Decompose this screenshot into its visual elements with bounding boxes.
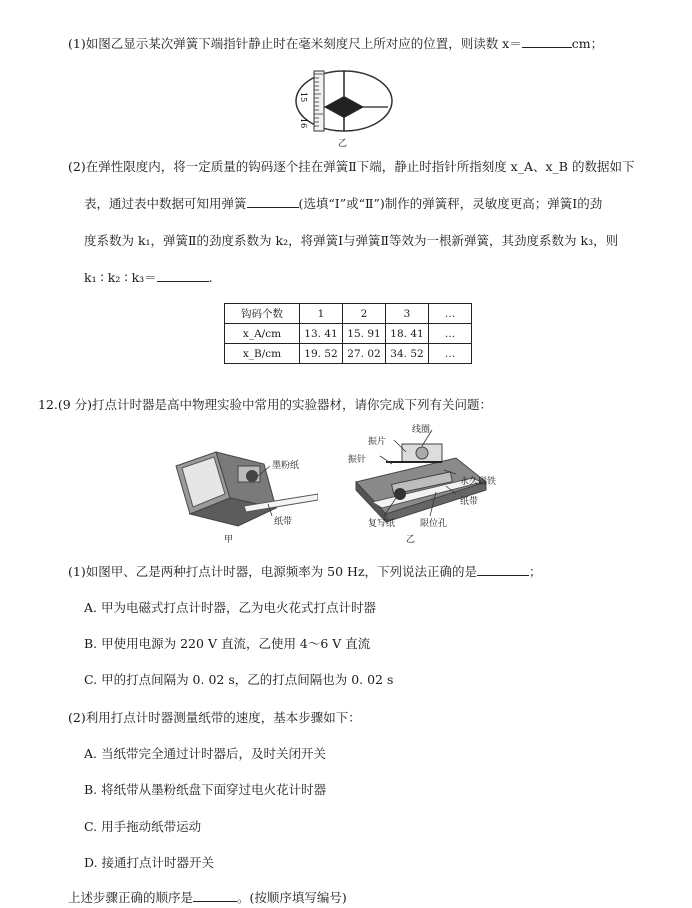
- q12-order-tail: 。(按顺序填写编号): [237, 890, 347, 905]
- answer-blank-spring[interactable]: [247, 195, 299, 208]
- table-header-cell: 3: [386, 304, 429, 324]
- q12-part2-stem: (2)利用打点计时器测量纸带的速度，基本步骤如下：: [68, 710, 361, 725]
- label-limit-hole: 限位孔: [420, 519, 448, 529]
- q11-part2-line3: 度系数为 k₁，弹簧Ⅱ的劲度系数为 k₂，将弹簧Ⅰ与弹簧Ⅱ等效为一根新弹簧，其劲度系数为 k₃，则: [84, 233, 619, 248]
- table-cell: …: [429, 324, 472, 344]
- label-needle: 振针: [348, 455, 367, 465]
- table-cell: 18. 41: [386, 324, 429, 344]
- q11-part1-unit: cm；: [571, 36, 604, 51]
- q12-part1-stem: [68, 562, 542, 580]
- answer-blank-q12-1[interactable]: [477, 563, 529, 576]
- timer-figure-jia: [168, 436, 318, 545]
- table-header-cell: …: [429, 304, 472, 324]
- step-c: C. 用手拖动纸带运动: [84, 819, 202, 834]
- spark-timer-illustration: [168, 436, 318, 531]
- table-row: [225, 324, 472, 344]
- table-cell: 15. 91: [343, 324, 386, 344]
- q11-ratio-text: k₁ ∶ k₂ ∶ k₃＝: [84, 270, 157, 285]
- table-cell: 34. 52: [386, 344, 429, 364]
- step-d: D. 接通打点计时器开关: [84, 855, 215, 870]
- table-header-row: [225, 304, 472, 324]
- table-cell: …: [429, 344, 472, 364]
- q11-part2-line2-text: 表，通过表中数据可知用弹簧: [84, 196, 247, 211]
- scale-number-16: 16: [299, 118, 308, 129]
- label-coil: 线圈: [412, 425, 431, 435]
- label-carbon-paper: 复写纸: [368, 519, 396, 529]
- timer-figure-yi: [336, 422, 506, 544]
- label-reed: 振片: [368, 437, 387, 447]
- q11-ratio-period: .: [208, 270, 213, 285]
- spring-data-table: [224, 303, 472, 364]
- table-cell: x_B/cm: [225, 344, 300, 364]
- figure-label-yi-2: 乙: [406, 535, 416, 545]
- q11-part1-line: [68, 34, 603, 52]
- answer-blank-order[interactable]: [193, 889, 237, 902]
- scale-number-15: 15: [299, 92, 308, 103]
- figure-label-jia: 甲: [224, 535, 234, 545]
- q11-part2-line4: [84, 268, 213, 286]
- q12-part1-tail: ；: [529, 564, 542, 579]
- option-a[interactable]: A. 甲为电磁式打点计时器，乙为电火花式打点计时器: [84, 600, 376, 615]
- ruler-pointer-diagram: [292, 66, 396, 136]
- table-row: [225, 344, 472, 364]
- answer-blank-reading[interactable]: [522, 35, 572, 48]
- option-b[interactable]: B. 甲使用电源为 220 V 直流，乙使用 4～6 V 直流: [84, 636, 371, 651]
- option-c[interactable]: C. 甲的打点间隔为 0. 02 s，乙的打点间隔也为 0. 02 s: [84, 672, 394, 687]
- label-tape-jia: 纸带: [274, 517, 293, 527]
- q11-part2-line2-tail: (选填“Ⅰ”或“Ⅱ”)制作的弹簧秤，灵敏度更高；弹簧Ⅰ的劲: [298, 196, 603, 211]
- figure-label-yi: 乙: [338, 139, 348, 149]
- q11-part2-line2: [84, 194, 602, 212]
- table-cell: 19. 52: [300, 344, 343, 364]
- q12-order-line: [68, 888, 347, 906]
- ruler-figure-yi: [292, 66, 396, 149]
- step-b: B. 将纸带从墨粉纸盘下面穿过电火花计时器: [84, 782, 327, 797]
- q11-part2-line1: (2)在弹性限度内，将一定质量的钩码逐个挂在弹簧Ⅱ下端，静止时指针所指刻度 x_A、x_B 的数据如下: [68, 159, 635, 174]
- table-header-cell: 1: [300, 304, 343, 324]
- q12-title: 12.(9 分)打点计时器是高中物理实验中常用的实验器材，请你完成下列有关问题：: [38, 397, 493, 412]
- table-cell: x_A/cm: [225, 324, 300, 344]
- label-ink-disc: 墨粉纸: [272, 461, 300, 471]
- label-tape-yi: 纸带: [460, 497, 479, 507]
- q12-order-text: 上述步骤正确的顺序是: [68, 890, 194, 905]
- table-header-cell: 2: [343, 304, 386, 324]
- label-magnet: 永久磁铁: [460, 477, 497, 487]
- q11-part1-text: (1)如图乙显示某次弹簧下端指针静止时在毫米刻度尺上所对应的位置，则读数 x＝: [68, 36, 522, 51]
- table-cell: 27. 02: [343, 344, 386, 364]
- step-a: A. 当纸带完全通过计时器后，及时关闭开关: [84, 746, 326, 761]
- answer-blank-ratio[interactable]: [157, 269, 209, 282]
- q12-part1-text: (1)如图甲、乙是两种打点计时器，电源频率为 50 Hz，下列说法正确的是: [68, 564, 478, 579]
- table-header-cell: 钩码个数: [225, 304, 300, 324]
- table-cell: 13. 41: [300, 324, 343, 344]
